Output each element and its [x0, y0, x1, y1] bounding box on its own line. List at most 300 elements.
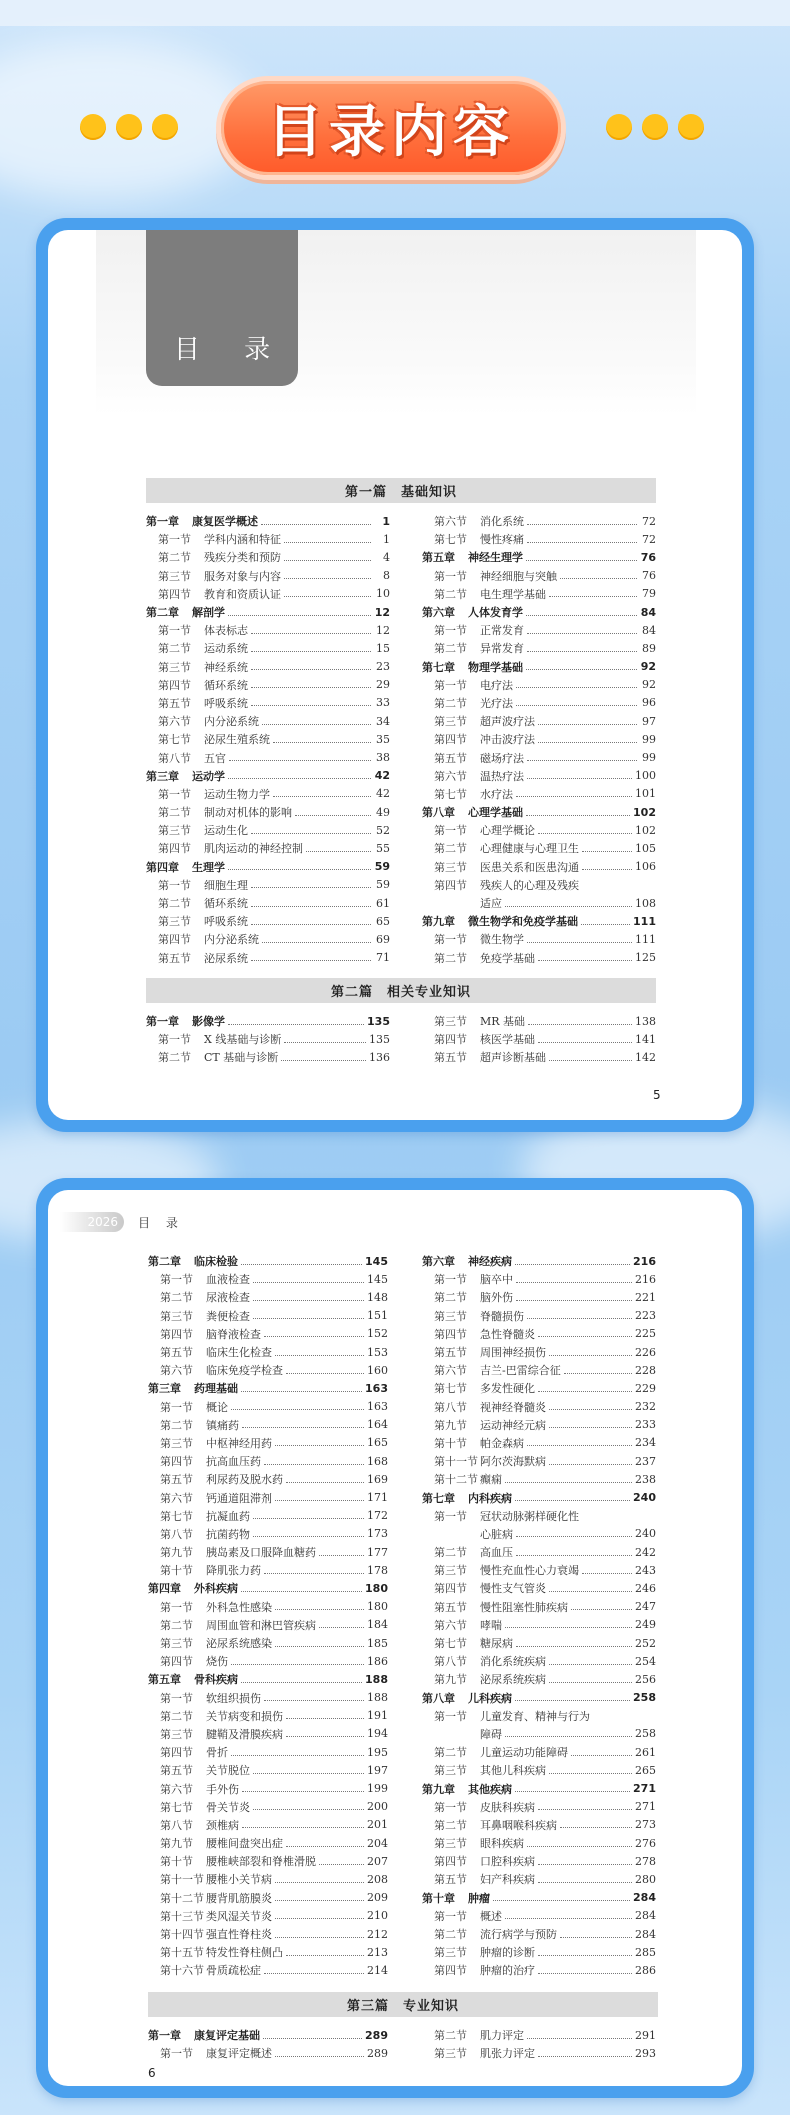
toc-entry-title: 癫痫: [480, 1473, 502, 1487]
toc-section-entry: [422, 585, 656, 603]
toc-entry-number: 第二节: [434, 1928, 467, 1942]
dot-leader: [319, 1627, 364, 1628]
toc-entry-number: 第一节: [160, 1400, 193, 1414]
toc-entry-page: 188: [367, 1691, 388, 1705]
toc-entry-number: 第三节: [434, 1309, 467, 1323]
toc-entry-page: 106: [635, 860, 656, 874]
toc-entry-title: 慢性阻塞性肺疾病: [480, 1600, 568, 1614]
toc-section-entry: [422, 1379, 656, 1397]
toc-section-entry: [422, 1543, 656, 1561]
toc-section-entry: [422, 1707, 656, 1725]
toc-entry-number: 第七节: [434, 1637, 467, 1651]
toc-section-entry: [422, 730, 656, 748]
toc-section-entry: [146, 567, 390, 585]
toc-section-entry: [422, 1761, 656, 1779]
toc-entry-page: 101: [635, 787, 656, 801]
toc-chapter-entry: [148, 1379, 388, 1397]
toc-entry-title: 呼吸系统: [204, 696, 248, 710]
dot-leader: [229, 760, 371, 761]
toc-entry-page: 204: [367, 1836, 388, 1850]
toc-entry-page: 284: [633, 1891, 656, 1905]
toc-section-entry: [146, 748, 390, 766]
toc-entry-page: 38: [376, 751, 390, 765]
toc-entry-page: 15: [376, 641, 390, 655]
toc-entry-page: 153: [367, 1345, 388, 1359]
toc-entry-number: 第十六节: [160, 1964, 204, 1978]
toc-section-entry: [148, 1470, 388, 1488]
toc-entry-page: 247: [635, 1600, 656, 1614]
toc-entry-title: 康复评定概述: [206, 2047, 272, 2061]
toc-section-entry: [148, 1270, 388, 1288]
toc-entry-page: 4: [383, 550, 390, 564]
toc-entry-number: 第二节: [434, 2029, 467, 2043]
dot-leader: [505, 1736, 632, 1737]
toc-section-entry: [422, 1852, 656, 1870]
toc-page-5: [48, 230, 742, 1120]
toc-entry-page: 228: [635, 1363, 656, 1377]
toc-entry-number: 第三节: [160, 1727, 193, 1741]
dot-leader: [538, 1809, 632, 1810]
toc-entry-number: 第四节: [158, 678, 191, 692]
toc-entry-title: 降肌张力药: [206, 1564, 261, 1578]
toc-entry-number: 第四节: [434, 1582, 467, 1596]
toc-entry-number: 第四节: [434, 878, 467, 892]
toc-entry-title: 免疫学基础: [480, 951, 535, 965]
toc-entry-page: 225: [635, 1327, 656, 1341]
dot-leader: [263, 2038, 362, 2039]
year-tag: 2026: [60, 1212, 124, 1232]
dot-leader: [253, 1536, 364, 1537]
dot-leader: [516, 796, 632, 797]
toc-entry-title: 尿液检查: [206, 1291, 250, 1305]
toc-entry-number: 第二节: [158, 1051, 191, 1065]
toc-entry-title: 哮喘: [480, 1618, 502, 1632]
toc-entry-number: 第五节: [434, 751, 467, 765]
toc-section-entry: [422, 930, 656, 948]
toc-entry-page: 289: [367, 2046, 388, 2060]
toc-entry-title: 肌张力评定: [480, 2047, 535, 2061]
toc-entry-page: 142: [635, 1050, 656, 1064]
toc-entry-title: 临床生化检查: [206, 1346, 272, 1360]
toc-entry-number: 第一节: [160, 1600, 193, 1614]
toc-entry-title: 冠状动脉粥样硬化性: [480, 1509, 579, 1523]
toc-section-entry: [148, 1652, 388, 1670]
toc-entry-number: 第九章: [422, 1782, 455, 1796]
dot-leader: [571, 1755, 632, 1756]
dot-leader: [228, 869, 371, 870]
toc-entry-page: 214: [367, 1963, 388, 1977]
toc-entry-page: 212: [367, 1927, 388, 1941]
toc-entry-page: 246: [635, 1581, 656, 1595]
toc-entry-page: 160: [367, 1363, 388, 1377]
dot-leader: [275, 1445, 364, 1446]
toc-section-entry: [146, 658, 390, 676]
toc-chapter-entry: [146, 858, 390, 876]
toc-section-entry: [422, 748, 656, 766]
toc-entry-title: 物理学基础: [468, 660, 523, 674]
dot-leader: [251, 906, 371, 907]
toc-entry-number: 第六章: [422, 606, 455, 620]
toc-section-entry: [148, 1961, 388, 1979]
toc-entry-title: 腰椎间盘突出症: [206, 1837, 283, 1851]
toc-entry-number: 第一节: [434, 1509, 467, 1523]
dot-leader: [538, 742, 637, 743]
toc-entry-title: 循环系统: [204, 678, 248, 692]
toc-entry-number: 第十二节: [434, 1473, 478, 1487]
toc-entry-page: 216: [635, 1272, 656, 1286]
toc-entry-page: 89: [642, 641, 656, 655]
toc-right-column: [422, 1252, 656, 1980]
toc-entry-page: 65: [376, 914, 390, 928]
toc-entry-title: 儿童运动功能障碍: [480, 1746, 568, 1760]
toc-right-column-part-3: [422, 2026, 656, 2062]
top-strip: [0, 0, 790, 26]
toc-entry-number: 第九节: [434, 1418, 467, 1432]
toc-entry-number: 第六节: [434, 1618, 467, 1632]
dot-leader: [516, 1536, 632, 1537]
toc-entry-page: 286: [635, 1963, 656, 1977]
toc-entry-title: 内科疾病: [468, 1491, 512, 1505]
toc-entry-number: 第十五节: [160, 1946, 204, 1960]
toc-chapter-entry: [422, 1252, 656, 1270]
toc-entry-number: 第四章: [146, 860, 179, 874]
toc-entry-page: 194: [367, 1727, 388, 1741]
toc-entry-page: 99: [642, 732, 656, 746]
toc-section-entry: [422, 1048, 656, 1066]
toc-section-entry: [148, 1452, 388, 1470]
dot-leader: [264, 1973, 364, 1974]
toc-entry-page: 141: [635, 1032, 656, 1046]
toc-entry-title: 肿瘤的诊断: [480, 1946, 535, 1960]
toc-entry-page: 108: [635, 896, 656, 910]
dot-leader: [275, 1609, 364, 1610]
toc-entry-number: 第二节: [158, 551, 191, 565]
toc-entry-number: 第一节: [158, 787, 191, 801]
toc-entry-title: 核医学基础: [480, 1033, 535, 1047]
toc-entry-title: 镇痛药: [206, 1418, 239, 1432]
toc-entry-number: 第七节: [434, 533, 467, 547]
toc-entry-page: 177: [367, 1545, 388, 1559]
toc-chapter-entry: [148, 1579, 388, 1597]
toc-section-entry: [148, 1925, 388, 1943]
dot-leader: [264, 1336, 364, 1337]
toc-entry-number: 第三节: [434, 1764, 467, 1778]
toc-entry-number: 第二章: [148, 1255, 181, 1269]
toc-entry-title: 冲击波疗法: [480, 733, 535, 747]
toc-section-entry: [148, 1543, 388, 1561]
running-header: [60, 1212, 184, 1232]
toc-entry-number: 第九节: [434, 1673, 467, 1687]
toc-entry-number: 第三章: [148, 1382, 181, 1396]
part-1-title: 第一篇 基础知识: [146, 478, 656, 503]
dot-leader: [261, 524, 371, 525]
toc-entry-page: 213: [367, 1945, 388, 1959]
toc-right-column-part-2: [422, 1012, 656, 1067]
dot-leader: [549, 596, 637, 597]
toc-entry-title: 口腔科疾病: [480, 1855, 535, 1869]
toc-entry-number: 第三节: [160, 1637, 193, 1651]
toc-entry-page: 265: [635, 1763, 656, 1777]
toc-section-entry: [148, 1616, 388, 1634]
toc-entry-number: 第六节: [434, 769, 467, 783]
toc-entry-number: 第十节: [160, 1855, 193, 1869]
toc-entry-page: 69: [376, 932, 390, 946]
dot-leader: [527, 1445, 632, 1446]
toc-entry-number: 第二节: [434, 696, 467, 710]
toc-section-entry: [148, 1834, 388, 1852]
toc-chapter-entry: [146, 603, 390, 621]
dot-leader: [264, 1464, 364, 1465]
toc-entry-number: 第四节: [434, 1033, 467, 1047]
toc-entry-page: 29: [376, 678, 390, 692]
toc-entry-title: 胰岛素及口服降血糖药: [206, 1546, 316, 1560]
toc-entry-title: 残疾人的心理及残疾: [480, 878, 579, 892]
toc-entry-page: 261: [635, 1745, 656, 1759]
toc-entry-number: 第四节: [160, 1655, 193, 1669]
toc-entry-number: 第十章: [422, 1891, 455, 1905]
toc-entry-number: 第六节: [160, 1782, 193, 1796]
dot-leader: [505, 1627, 632, 1628]
toc-entry-title: 脑卒中: [480, 1273, 513, 1287]
toc-entry-number: 第三节: [158, 824, 191, 838]
toc-entry-title: 神经疾病: [468, 1255, 512, 1269]
part-2-title: 第二篇 相关专业知识: [146, 978, 656, 1003]
toc-entry-title: 慢性充血性心力衰竭: [480, 1564, 579, 1578]
toc-entry-title: 神经生理学: [468, 551, 523, 565]
toc-section-entry: [148, 1634, 388, 1652]
dot-leader: [527, 633, 637, 634]
toc-entry-number: 第三节: [434, 1946, 467, 1960]
dot-leader: [560, 1827, 632, 1828]
toc-entry-title: 电疗法: [480, 678, 513, 692]
dot-leader: [251, 669, 371, 670]
toc-entry-title: 残疾分类和预防: [204, 551, 281, 565]
toc-entry-number: 第十节: [160, 1564, 193, 1578]
toc-entry-title: 利尿药及脱水药: [206, 1473, 283, 1487]
toc-section-entry: [148, 1889, 388, 1907]
toc-entry-number: 第五节: [158, 696, 191, 710]
toc-entry-page: 186: [367, 1654, 388, 1668]
toc-entry-page: 210: [367, 1909, 388, 1923]
toc-entry-title: 关节脱位: [206, 1764, 250, 1778]
toc-entry-page: 237: [635, 1454, 656, 1468]
toc-entry-title: 脊髓损伤: [480, 1309, 524, 1323]
toc-entry-page: 61: [376, 896, 390, 910]
toc-entry-title: 磁场疗法: [480, 751, 524, 765]
toc-entry-title: 外科急性感染: [206, 1600, 272, 1614]
toc-entry-page: 52: [376, 823, 390, 837]
dot-leader: [516, 1282, 632, 1283]
toc-entry-page: 111: [633, 914, 656, 928]
toc-entry-page: 1: [383, 532, 390, 546]
toc-section-entry: [148, 1325, 388, 1343]
toc-entry-number: 第三节: [434, 860, 467, 874]
toc-entry-page: 238: [635, 1472, 656, 1486]
dot-leader: [549, 1464, 632, 1465]
toc-entry-title: 帕金森病: [480, 1436, 524, 1450]
toc-entry-number: 第二节: [434, 1546, 467, 1560]
dot-leader: [582, 1573, 632, 1574]
toc-entry-title: 水疗法: [480, 787, 513, 801]
toc-entry-number: 第四节: [158, 842, 191, 856]
toc-heading: 目 录: [173, 335, 289, 365]
toc-entry-page: 59: [374, 860, 390, 874]
dot-leader: [241, 1682, 362, 1683]
dot-leader: [560, 1937, 632, 1938]
toc-section-entry: [422, 530, 656, 548]
toc-entry-page: 72: [642, 532, 656, 546]
toc-entry-title: 皮肤科疾病: [480, 1800, 535, 1814]
toc-section-entry: [422, 1961, 656, 1979]
toc-entry-number: 第三节: [160, 1309, 193, 1323]
toc-entry-number: 第四节: [434, 1327, 467, 1341]
toc-entry-number: 第一节: [434, 933, 467, 947]
toc-entry-number: 第二节: [434, 1746, 467, 1760]
toc-entry-number: 第二节: [434, 642, 467, 656]
dot-leader: [242, 1427, 364, 1428]
toc-section-entry: [146, 694, 390, 712]
toc-entry-number: 第六节: [160, 1491, 193, 1505]
toc-entry-title: 肌肉运动的神经控制: [204, 842, 303, 856]
toc-entry-title: 肿瘤: [468, 1891, 490, 1905]
toc-entry-number: 第九节: [160, 1546, 193, 1560]
toc-entry-number: 第二节: [158, 806, 191, 820]
dot-leader: [275, 1500, 364, 1501]
dot-leader: [538, 1882, 632, 1883]
dot-leader: [538, 724, 637, 725]
toc-entry-number: 第八节: [160, 1527, 193, 1541]
right-dots: [606, 114, 704, 140]
toc-section-entry: [146, 839, 390, 857]
toc-section-entry: [148, 1779, 388, 1797]
toc-entry-number: 第五章: [148, 1673, 181, 1687]
toc-entry-number: 第八节: [434, 1655, 467, 1669]
toc-entry-title: MR 基础: [480, 1015, 526, 1029]
dot-leader: [253, 1300, 364, 1301]
dot-leader: [505, 1482, 632, 1483]
toc-section-entry: [422, 1616, 656, 1634]
toc-entry-title: 服务对象与内容: [204, 569, 281, 583]
toc-entry-page: 102: [635, 823, 656, 837]
toc-section-entry: [422, 621, 656, 639]
toc-section-entry: [422, 1652, 656, 1670]
toc-entry-number: 第七节: [158, 733, 191, 747]
dot-leader: [538, 1042, 632, 1043]
toc-entry-title: 人体发育学: [468, 606, 523, 620]
toc-entry-title: 骨质疏松症: [206, 1964, 261, 1978]
toc-entry-number: 第八节: [160, 1818, 193, 1832]
toc-entry-page: 23: [376, 660, 390, 674]
toc-entry-number: 第一节: [434, 678, 467, 692]
toc-entry-number: 第一节: [158, 878, 191, 892]
toc-section-entry: [148, 1416, 388, 1434]
toc-entry-title: 视神经脊髓炎: [480, 1400, 546, 1414]
toc-chapter-entry: [148, 2026, 388, 2044]
toc-entry-page: 12: [374, 605, 390, 619]
toc-entry-title: 康复医学概述: [192, 515, 258, 529]
dot-leader: [538, 1973, 632, 1974]
toc-entry-page: 151: [367, 1309, 388, 1323]
toc-entry-page: 163: [367, 1400, 388, 1414]
toc-entry-number: 第八节: [434, 1400, 467, 1414]
toc-entry-page: 152: [367, 1327, 388, 1341]
toc-section-entry: [422, 1343, 656, 1361]
toc-entry-page: 188: [365, 1672, 388, 1686]
toc-section-entry: [422, 1670, 656, 1688]
toc-section-entry: [148, 1361, 388, 1379]
toc-entry-title: 肌力评定: [480, 2029, 524, 2043]
toc-entry-number: 第四节: [434, 1964, 467, 1978]
toc-entry-page: 172: [367, 1509, 388, 1523]
toc-entry-page: 125: [635, 951, 656, 965]
dot-leader: [284, 578, 371, 579]
toc-entry-title: 特发性脊柱侧凸: [206, 1946, 283, 1960]
toc-section-entry: [148, 1870, 388, 1888]
toc-section-continuation: [422, 1725, 656, 1743]
dot-leader: [262, 942, 371, 943]
toc-entry-title: 心脏病: [480, 1527, 513, 1541]
toc-entry-number: 第一节: [434, 1909, 467, 1923]
toc-entry-number: 第七节: [160, 1509, 193, 1523]
toc-entry-page: 138: [635, 1014, 656, 1028]
toc-entry-number: 第七节: [160, 1800, 193, 1814]
toc-section-entry: [422, 1307, 656, 1325]
toc-entry-page: 34: [376, 714, 390, 728]
dot-leader: [515, 1791, 630, 1792]
toc-entry-title: 高血压: [480, 1546, 513, 1560]
dot-leader: [251, 833, 371, 834]
toc-entry-title: 临床免疫学检查: [206, 1364, 283, 1378]
toc-section-entry: [422, 676, 656, 694]
toc-section-entry: [422, 712, 656, 730]
toc-entry-title: 药理基础: [194, 1382, 238, 1396]
toc-entry-title: 其他儿科疾病: [480, 1764, 546, 1778]
toc-section-entry: [422, 949, 656, 967]
toc-entry-page: 99: [642, 751, 656, 765]
toc-entry-page: 240: [635, 1527, 656, 1541]
dot-leader: [251, 705, 371, 706]
dot-leader: [319, 1555, 364, 1556]
toc-section-entry: [146, 912, 390, 930]
toc-section-entry: [146, 639, 390, 657]
dot-leader: [286, 1718, 364, 1719]
toc-section-entry: [148, 1507, 388, 1525]
toc-entry-title: 腱鞘及滑膜疾病: [206, 1727, 283, 1741]
toc-entry-title: 超声诊断基础: [480, 1051, 546, 1065]
toc-entry-title: 运动生物力学: [204, 787, 270, 801]
toc-entry-page: 197: [367, 1763, 388, 1777]
toc-entry-page: 284: [635, 1909, 656, 1923]
toc-entry-title: 儿科疾病: [468, 1691, 512, 1705]
toc-entry-number: 第一节: [158, 533, 191, 547]
toc-entry-number: 第二节: [160, 1709, 193, 1723]
toc-entry-page: 72: [642, 514, 656, 528]
dot-leader: [527, 942, 632, 943]
toc-entry-page: 242: [635, 1545, 656, 1559]
toc-entry-page: 145: [365, 1254, 388, 1268]
toc-entry-title: CT 基础与诊断: [204, 1051, 279, 1065]
toc-section-entry: [422, 1579, 656, 1597]
dot-leader: [262, 724, 371, 725]
toc-right-column: [422, 512, 656, 967]
toc-section-entry: [148, 1434, 388, 1452]
toc-entry-title: 内分泌系统: [204, 933, 259, 947]
toc-section-entry: [146, 894, 390, 912]
dot-leader: [275, 1918, 364, 1919]
dot-leader: [251, 633, 371, 634]
dot-leader: [306, 851, 371, 852]
dot-leader: [527, 2038, 632, 2039]
